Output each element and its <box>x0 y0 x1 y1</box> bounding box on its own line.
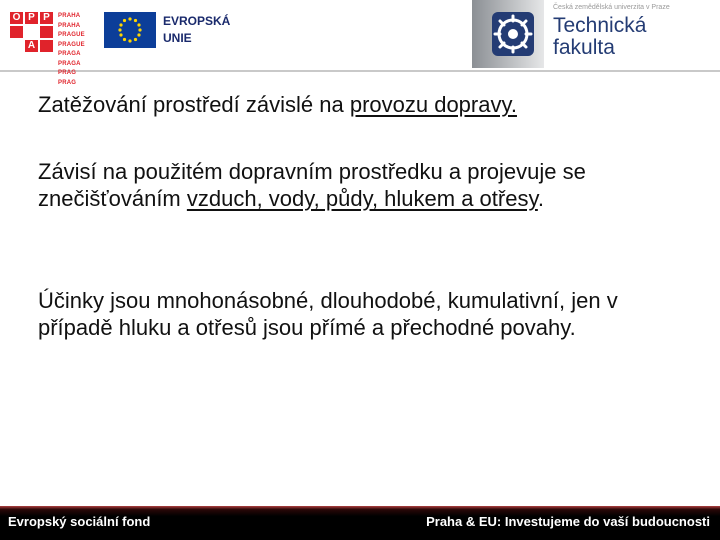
faculty-logo-icon <box>486 6 540 62</box>
praha-line: PRAGA PRAGA <box>58 51 81 67</box>
praha-line: PRAHA PRAHA <box>58 13 81 29</box>
opp-logo <box>10 10 96 86</box>
footer-left-text: Evropský sociální fond <box>8 514 151 529</box>
opp-block <box>40 26 53 38</box>
praha-line: PRAGUE PRAGUE <box>58 32 85 48</box>
praha-line: PRAG PRAG <box>58 70 77 86</box>
eu-label-line2: UNIE <box>163 31 192 45</box>
paragraph-1-link[interactable]: provozu dopravy. <box>349 92 517 117</box>
eu-label <box>163 13 230 47</box>
paragraph-1-text: Zatěžování prostředí závislé na <box>38 92 350 117</box>
paragraph-2-text: Závisí na použitém dopravním prostředku a projevuje se znečišťováním <box>38 159 586 211</box>
faculty-name-line2: fakulta <box>553 36 615 59</box>
paragraph-1 <box>38 91 678 118</box>
paragraph-2-tail: . <box>537 186 544 211</box>
paragraph-3: Účinky jsou mnohonásobné, dlouhodobé, kumulativní, jen v případě hluku a otřesů jsou přímé a přechodné povahy. <box>38 288 618 340</box>
footer-right-text: Praha & EU: Investujeme do vaší budoucnosti <box>426 514 710 529</box>
opp-letter: P <box>40 12 53 24</box>
praha-text <box>58 12 96 88</box>
paragraph-2 <box>38 158 678 212</box>
opp-block <box>40 40 53 52</box>
header-divider <box>0 70 720 72</box>
eu-label-line1: EVROPSKÁ <box>163 14 231 28</box>
eu-flag-icon <box>104 12 156 48</box>
opp-letter: P <box>25 12 38 24</box>
opp-logo-grid <box>10 10 56 52</box>
opp-letter: O <box>10 12 23 24</box>
opp-letter: A <box>25 40 38 52</box>
faculty-name-line1: Technická <box>553 14 647 37</box>
paragraph-2-link[interactable]: vzduch, vody, půdy, hlukem a otřesy <box>186 186 538 211</box>
opp-block <box>10 26 23 38</box>
university-name: Česká zemědělská univerzita v Praze <box>553 4 670 11</box>
